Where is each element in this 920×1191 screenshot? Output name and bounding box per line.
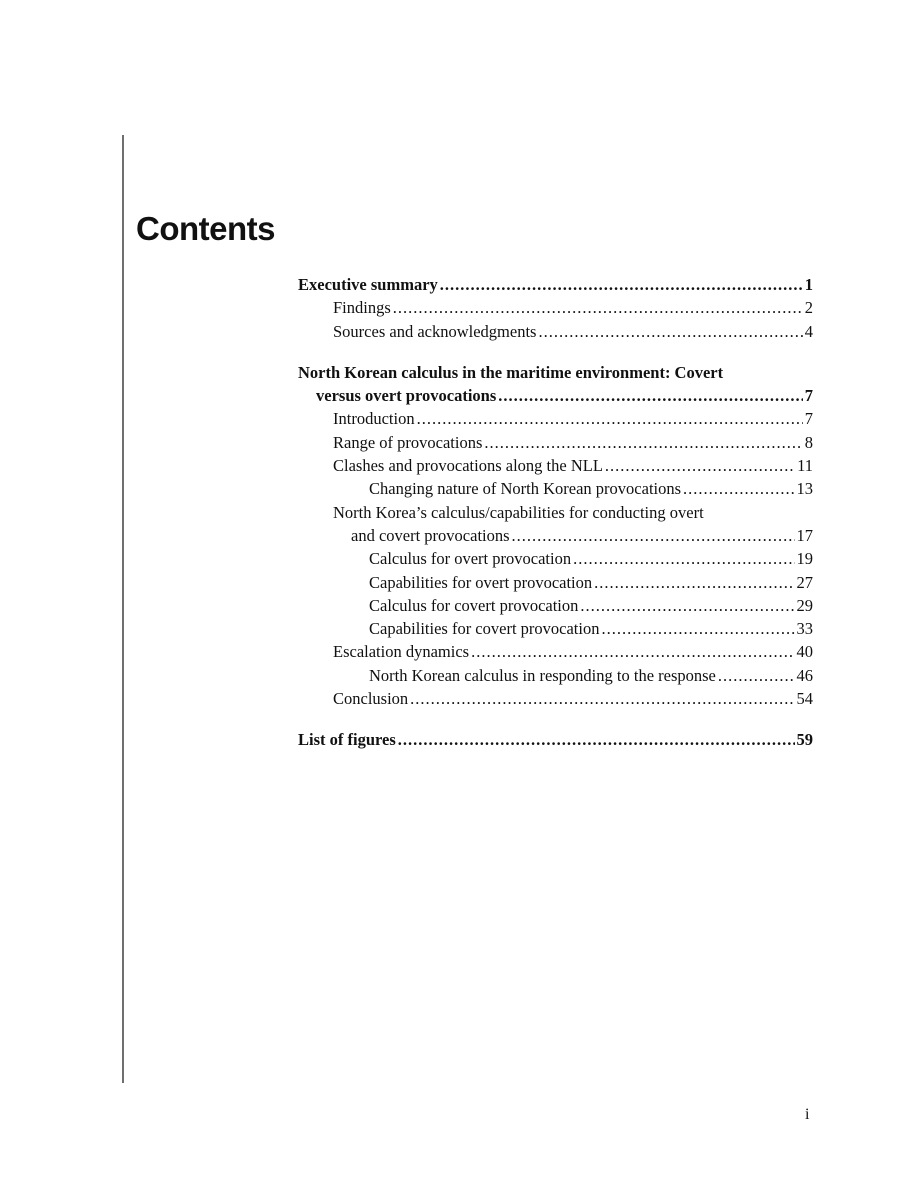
toc-page-number: 4	[804, 321, 813, 341]
toc-entry-label: Changing nature of North Korean provocations	[369, 479, 682, 499]
toc-page-number: 7	[804, 386, 813, 406]
toc-page-number: 54	[796, 689, 813, 709]
toc-entry-label: Introduction	[333, 409, 415, 429]
toc-entry-label: Sources and acknowledgments	[333, 321, 537, 341]
toc-entry-label: Findings	[333, 298, 391, 318]
dot-leader	[718, 664, 795, 687]
toc-page-number: 13	[796, 479, 813, 499]
toc-entry-label: Range of provocations	[333, 432, 483, 452]
toc-entry-findings[interactable]	[298, 296, 813, 319]
dot-leader	[471, 640, 794, 663]
toc-page-number: 59	[796, 730, 813, 750]
page-title: Contents	[136, 210, 275, 247]
toc-entry-label: Conclusion	[333, 689, 409, 709]
toc-entry-label: and covert provocations	[351, 525, 510, 545]
toc-page-number: 19	[796, 549, 813, 569]
toc-entry-label: Calculus for overt provocation	[369, 549, 572, 569]
toc-page-number: 8	[804, 432, 813, 452]
toc-entry-label: Escalation dynamics	[333, 642, 470, 662]
toc-entry-conclusion[interactable]	[298, 687, 813, 710]
dot-leader	[410, 687, 794, 710]
toc-entry-label: Executive summary	[298, 275, 438, 294]
toc-entry-label: North Korean calculus in responding to the response	[369, 665, 716, 685]
dot-leader	[498, 384, 802, 407]
toc-page-number: 46	[796, 665, 813, 685]
toc-entry-escalation[interactable]	[298, 640, 813, 663]
dot-leader	[538, 320, 802, 343]
toc-page-number: 1	[804, 275, 813, 294]
toc-entry-capabilities-covert[interactable]	[298, 617, 813, 640]
dot-leader	[605, 454, 795, 477]
toc-entry-calculus-overt[interactable]	[298, 547, 813, 570]
toc-entry-responding[interactable]	[298, 664, 813, 687]
toc-entry-changing-nature[interactable]	[298, 477, 813, 500]
toc-entry-nk-calculus-line1[interactable]	[298, 361, 813, 384]
toc-entry-executive-summary[interactable]	[298, 273, 813, 296]
toc-entry-label: Clashes and provocations along the NLL	[333, 456, 603, 476]
toc-entry-nk-calculus[interactable]	[298, 384, 813, 407]
dot-leader	[484, 431, 802, 454]
toc-page-number: 17	[796, 525, 813, 545]
toc-entry-nk-capabilities-line1[interactable]	[298, 501, 813, 524]
toc-entry-label: North Korean calculus in the maritime environment: Covert	[298, 362, 724, 382]
toc-page-number: 33	[796, 619, 813, 639]
dot-leader	[440, 273, 803, 296]
toc-entry-range[interactable]	[298, 431, 813, 454]
section-spacer	[298, 343, 813, 361]
page-number: i	[805, 1106, 810, 1123]
dot-leader	[512, 524, 795, 547]
table-of-contents	[298, 273, 813, 752]
margin-rule	[122, 135, 124, 1083]
toc-page-number: 29	[796, 595, 813, 615]
dot-leader	[594, 571, 794, 594]
toc-page-number: 27	[796, 572, 813, 592]
toc-entry-nk-capabilities[interactable]	[298, 524, 813, 547]
toc-page-number: 11	[797, 456, 813, 476]
toc-entry-label: Capabilities for covert provocation	[369, 619, 600, 639]
toc-entry-calculus-covert[interactable]	[298, 594, 813, 617]
toc-entry-introduction[interactable]	[298, 407, 813, 430]
toc-entry-list-of-figures[interactable]	[298, 728, 813, 751]
dot-leader	[580, 594, 794, 617]
toc-entry-sources[interactable]	[298, 320, 813, 343]
dot-leader	[573, 547, 794, 570]
toc-page-number: 7	[804, 409, 813, 429]
toc-entry-label: List of figures	[298, 730, 396, 750]
section-spacer	[298, 710, 813, 728]
toc-page-number: 40	[796, 642, 813, 662]
toc-entry-clashes[interactable]	[298, 454, 813, 477]
toc-page-number: 2	[804, 298, 813, 318]
dot-leader	[398, 728, 795, 751]
dot-leader	[393, 296, 803, 319]
toc-entry-capabilities-overt[interactable]	[298, 571, 813, 594]
toc-entry-label: versus overt provocations	[316, 386, 497, 406]
dot-leader	[601, 617, 794, 640]
toc-entry-label: Capabilities for overt provocation	[369, 572, 593, 592]
toc-entry-label: Calculus for covert provocation	[369, 595, 579, 615]
toc-entry-label: North Korea’s calculus/capabilities for conducting overt	[333, 502, 704, 522]
dot-leader	[417, 407, 803, 430]
dot-leader	[683, 477, 794, 500]
